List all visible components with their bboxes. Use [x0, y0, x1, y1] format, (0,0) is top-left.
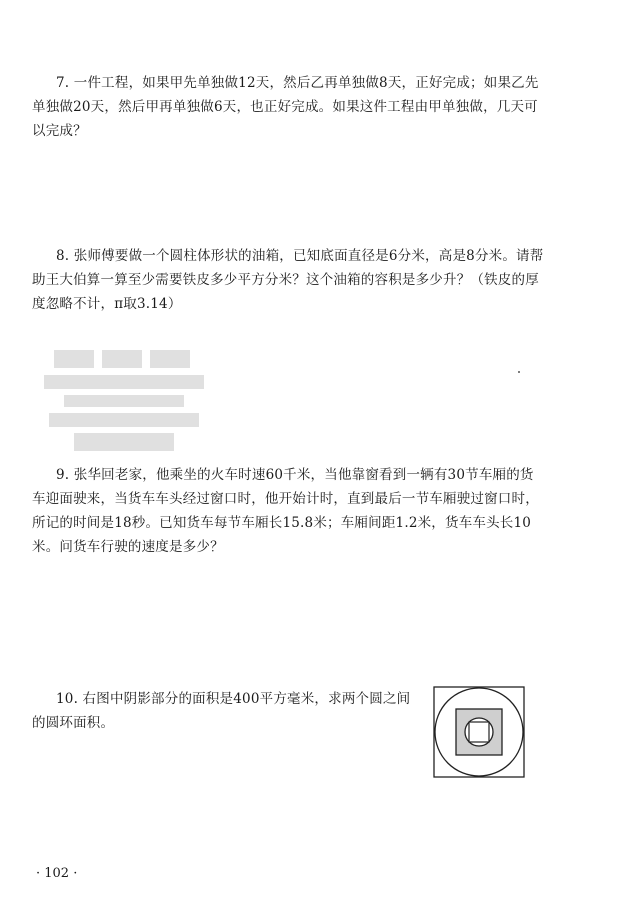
problem-10 — [32, 687, 422, 735]
problem-7-text: 7. 一件工程，如果甲先单独做12天，然后乙再单独做8天，正好完成；如果乙先单独做20天，然后甲再单独做6天，也正好完成。如果这件工程由甲单独做，几天可以完成？ — [32, 75, 539, 139]
problem-9-text: 9. 张华回老家，他乘坐的火车时速60千米，当他靠窗看到一辆有30节车厢的货车迎面驶来，当货车车头经过窗口时，他开始计时，直到最后一节车厢驶过窗口时，所记的时间是18秒。已知货车每节车厢长15.8米；车厢间距1.2米，货车车头长10米。问货车行驶的速度是多少？ — [32, 467, 539, 555]
watermark-stamp-icon — [44, 345, 204, 455]
page-number: · 102 · — [36, 866, 78, 881]
nested-square-circle-figure-icon — [433, 686, 525, 778]
problem-8 — [32, 244, 547, 316]
speck — [518, 371, 520, 373]
problem-9 — [32, 463, 542, 559]
problem-10-text: 10. 右图中阴影部分的面积是400平方毫米，求两个圆之间的圆环面积。 — [32, 691, 411, 731]
problem-8-text: 8. 张师傅要做一个圆柱体形状的油箱，已知底面直径是6分米，高是8分米。请帮助王大伯算一算至少需要铁皮多少平方分米？这个油箱的容积是多少升？（铁皮的厚度忽略不计，π取3.14） — [32, 248, 544, 312]
problem-7 — [32, 71, 542, 143]
